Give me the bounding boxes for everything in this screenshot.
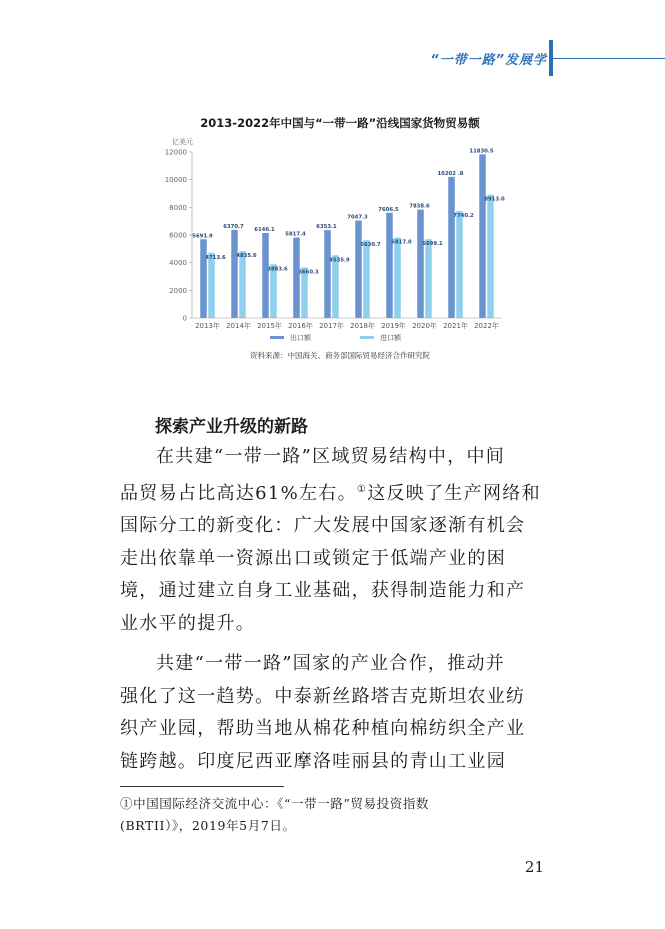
y-tick-label: 0 [182,314,187,323]
y-tick-label: 12000 [164,148,187,157]
text-line: 国际分工的新变化：广大发展中国家逐渐有机会 [120,515,526,536]
footnote-ref[interactable]: ① [356,483,368,495]
y-tick-label: 6000 [169,231,187,240]
legend-label: 出口额 [290,334,311,342]
x-tick-label: 2015年 [257,322,282,330]
x-tick-label: 2022年 [474,322,499,330]
legend-swatch [270,336,284,339]
footnote-line: ①中国国际经济交流中心：《“一带一路”贸易投资指数 [120,796,430,811]
text-line: 共建“一带一路”国家的产业合作，推动并 [156,653,506,674]
legend-swatch [360,336,374,339]
x-axis [192,318,502,330]
bar [448,177,455,318]
data-label: 7740.2 [453,212,474,219]
legend-label: 进口额 [380,334,401,342]
text-line: 织产业园，帮助当地从棉花种植向棉纺织全产业 [120,718,526,739]
bars-group [192,148,505,318]
bar [293,238,300,318]
footnote [120,793,548,837]
footnote-separator [120,786,284,787]
bar [363,240,370,318]
x-tick-label: 2018年 [350,322,375,330]
bar [231,230,238,318]
data-label: 5817.4 [285,231,306,238]
bar [208,253,215,318]
text-line: 走出依靠单一资源出口或锁定于低端产业的困 [120,547,506,569]
section-heading: 探索产业升级的新路 [155,417,308,437]
x-tick-label: 2021年 [443,322,468,330]
running-header-title: “一带一路”发展学 [430,53,547,68]
x-tick-label: 2017年 [319,322,344,330]
paragraph-2 [120,648,548,778]
data-label: 3660.3 [298,269,319,276]
text-segment: 品贸易占比高达61%左右。 [120,482,357,504]
bar [270,264,277,318]
footnote-line: (BRTII）》，2019年5月7日。 [120,818,296,833]
text-line: 业水平的提升。 [120,612,256,634]
trade-bar-chart [150,110,530,372]
bar [386,213,393,318]
trade-chart [150,110,530,372]
y-tick-label: 8000 [169,203,187,212]
x-tick-label: 2019年 [381,322,406,330]
y-tick-label: 10000 [164,176,187,185]
chart-title: 2013-2022年中国与“一带一路”沿线国家货物贸易额 [200,116,480,130]
text-line [120,474,548,511]
data-label: 4535.9 [329,257,350,264]
x-tick-label: 2014年 [226,322,251,330]
data-label: 10202 .8 [437,170,464,177]
bar [324,230,331,318]
bar [394,238,401,318]
data-label: 6146.1 [254,226,275,233]
bar [417,210,424,318]
bar [487,195,494,318]
data-label: 5630.7 [360,242,381,249]
data-label: 4835.6 [236,253,257,260]
x-tick-label: 2016年 [288,322,313,330]
data-label: 5691.9 [192,233,213,240]
y-tick-label: 4000 [169,259,187,268]
bar [239,251,246,318]
bar [479,154,486,318]
data-label: 4713.6 [205,254,226,261]
bar [456,211,463,318]
data-label: 6370.7 [223,223,244,230]
page-number: 21 [524,858,544,876]
chart-source: 资料来源：中国海关、商务部国际贸易经济合作研究院 [250,351,430,360]
data-label: 7606.5 [378,206,399,213]
text-line: 链跨越。印度尼西亚摩洛哇丽县的青山工业园 [120,750,506,772]
data-label: 6353.1 [316,224,337,231]
text-line: 强化了这一趋势。中泰新丝路塔吉克斯坦农业纺 [120,685,526,707]
x-tick-label: 2020年 [412,322,437,330]
data-label: 5699.1 [422,241,443,248]
y-axis [165,149,192,323]
bar [355,221,362,318]
chart-legend [270,333,402,342]
data-label: 11830.5 [469,148,494,155]
text-segment: 这反映了生产网络和 [367,482,541,504]
y-tick-label: 2000 [169,286,187,295]
x-tick-label: 2013年 [195,322,220,330]
text-line: 境，通过建立自身工业基础，获得制造能力和产 [120,580,526,601]
header-rule [553,58,665,59]
data-label: 3883.6 [267,266,288,273]
y-axis-label: 亿美元 [172,138,193,146]
data-label: 7047.3 [347,214,368,221]
bar [332,255,339,318]
data-label: 7838.6 [409,203,430,210]
bar [200,239,207,318]
bar [425,239,432,318]
bar [262,233,269,318]
data-label: 8913.0 [484,196,505,203]
paragraph-1 [120,441,548,640]
text-line: 在共建“一带一路”区域贸易结构中，中间 [156,446,506,467]
data-label: 5817.0 [391,239,412,246]
